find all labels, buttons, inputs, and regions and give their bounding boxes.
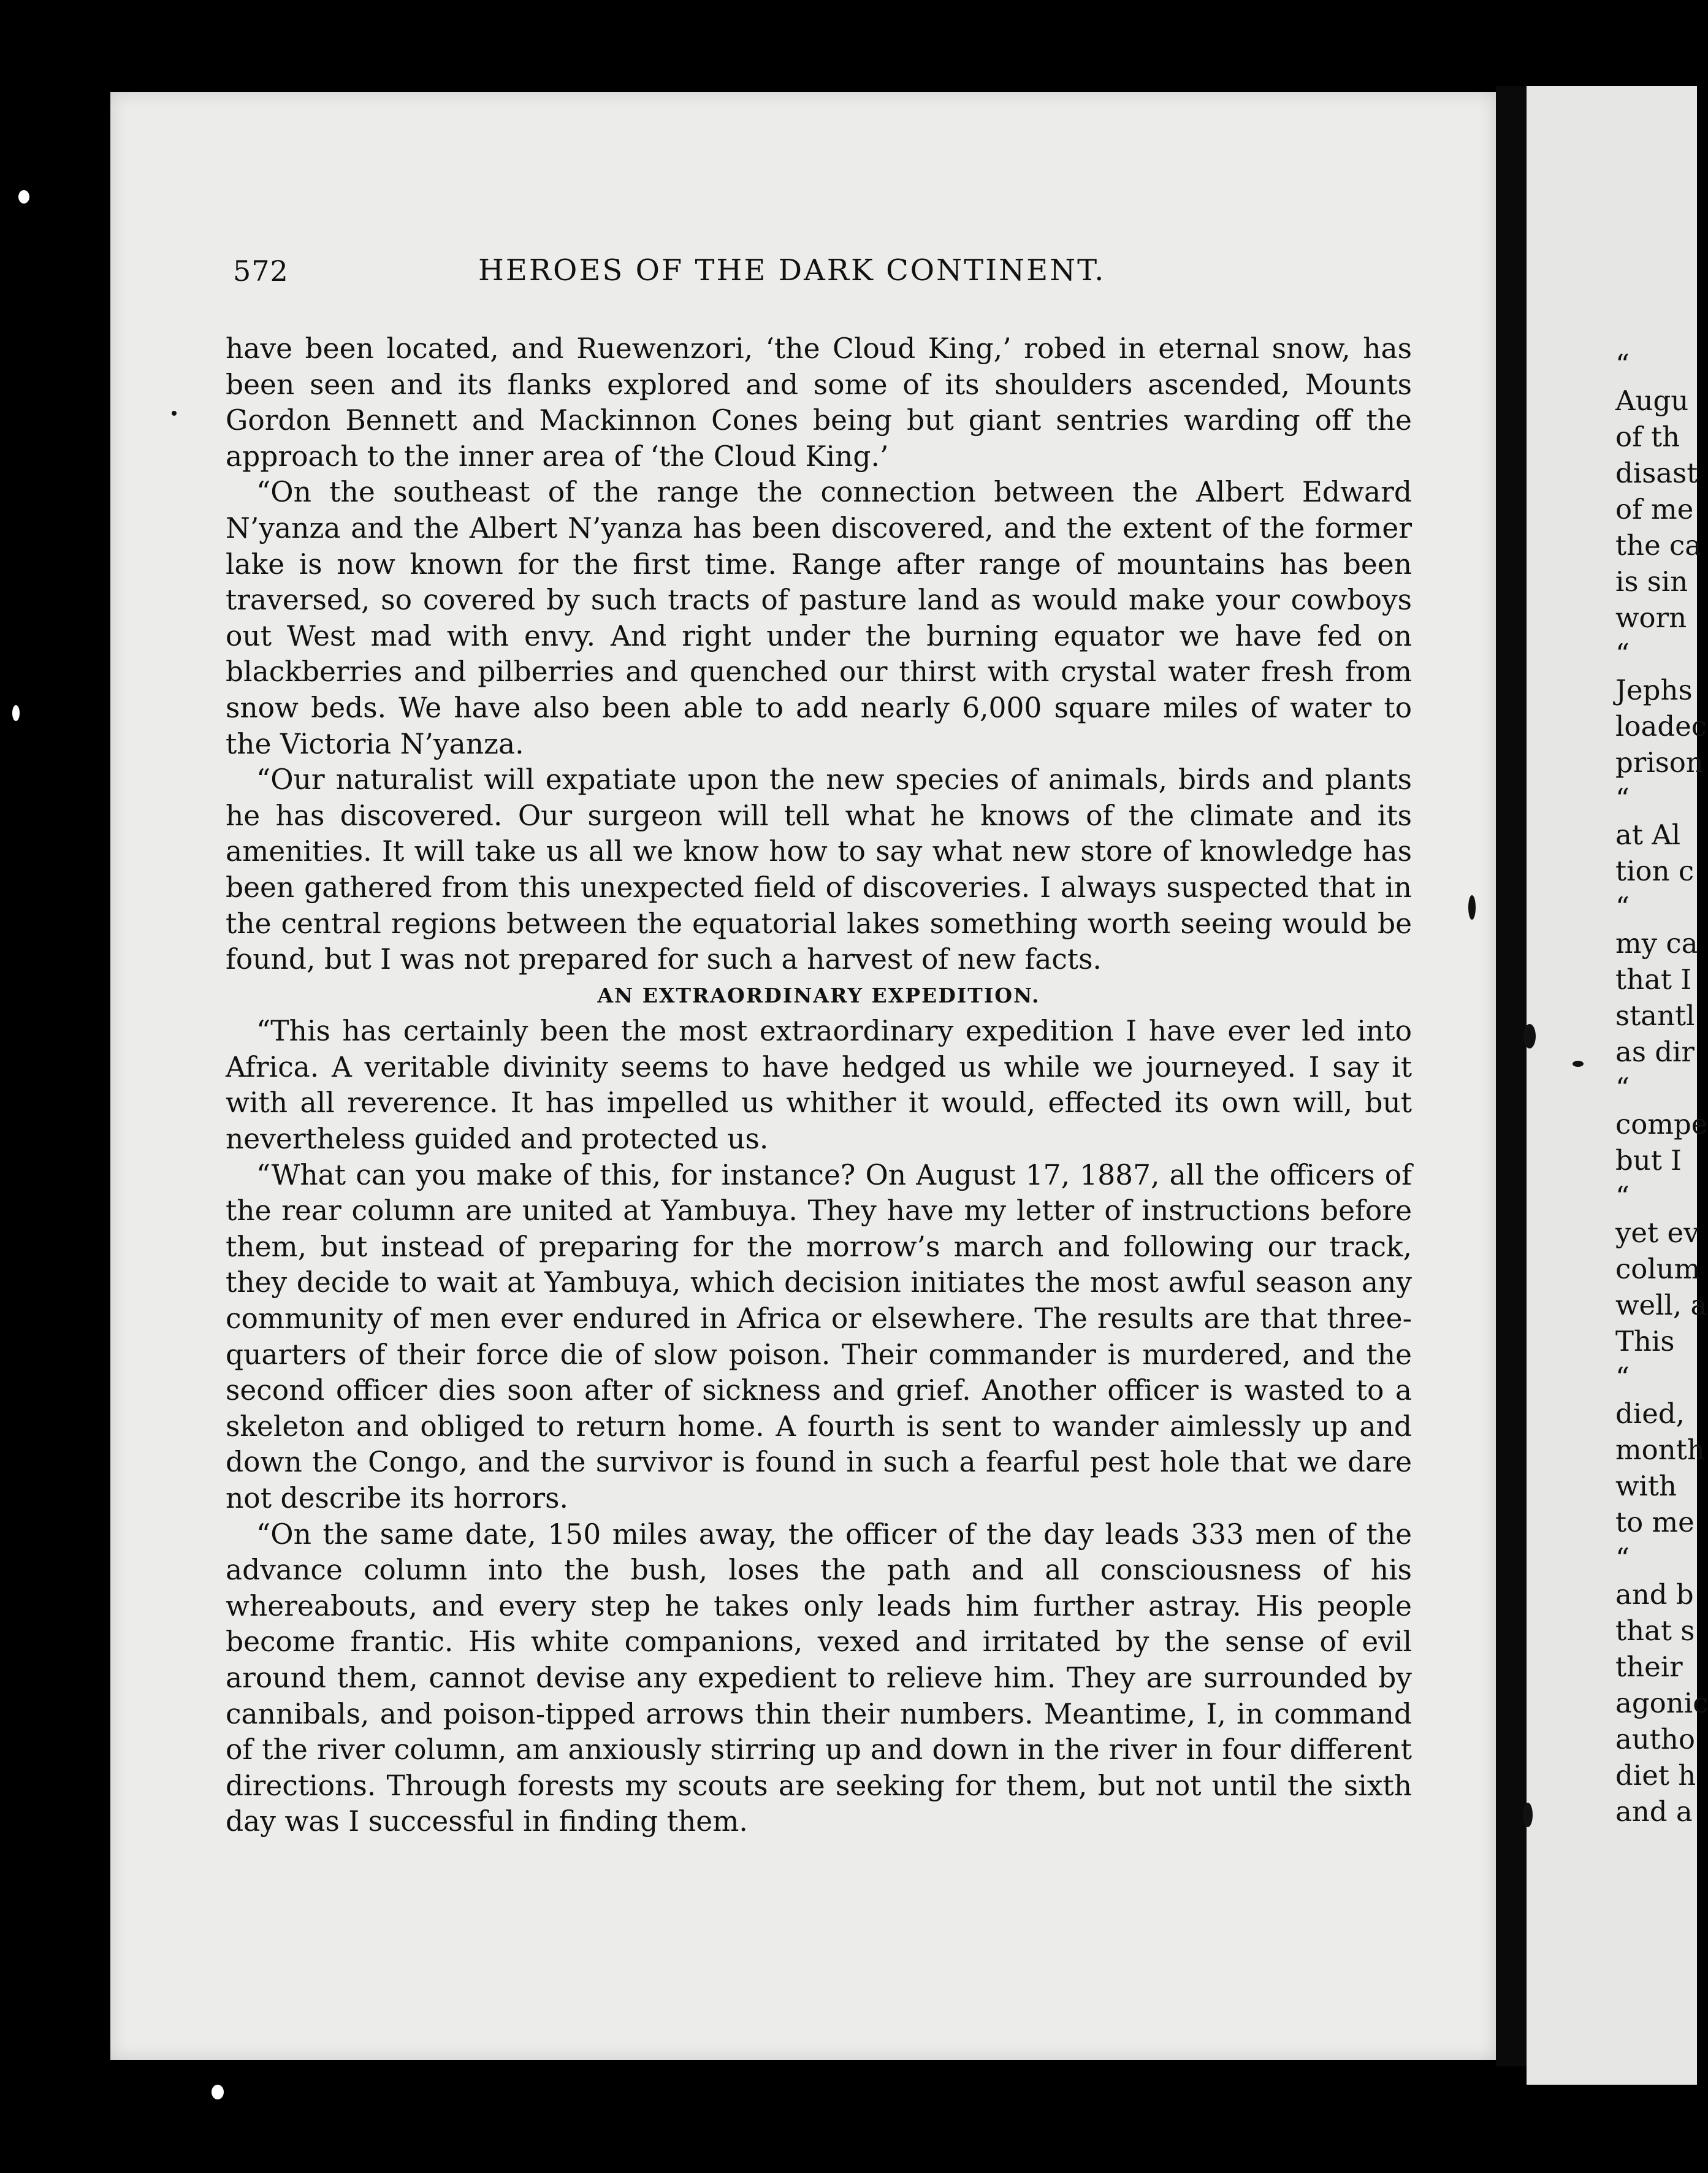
facing-line: the ca xyxy=(1615,529,1702,562)
facing-page-text xyxy=(1615,346,1708,1830)
scan-speck xyxy=(18,190,29,204)
scan-speck xyxy=(1523,1803,1533,1827)
facing-line: worn xyxy=(1615,601,1687,634)
facing-line: stantl xyxy=(1615,999,1695,1032)
scan-speck xyxy=(1523,1024,1536,1048)
paragraph-6: “On the same date, 150 miles away, the officer of the day leads 333 men of the advance column into the bush, loses the path and all consciousness of his whereabouts, and every step he takes only leads him further astray. His people become frantic. His white companions, vexed and irritated by the sense of evil around them, cannot devise any expedient to relieve him. They are surrounded by cannibals, and poison-tipped arrows thin their numbers. Meantime, I, in command of the river column, am anxiously stirring up and down in the river in four different directions. Through forests my scouts are seeking for them, but not until the sixth day was I successful in finding them. xyxy=(226,1518,1412,1838)
facing-line: autho xyxy=(1615,1723,1695,1755)
facing-line: my ca xyxy=(1615,927,1698,960)
facing-line: “ xyxy=(1615,1072,1630,1104)
paragraph-1: have been located, and Ruewenzori, ‘the Cloud King,’ robed in eternal snow, has been seen and its flanks explored and some of its shoulders ascended, Mounts Gordon Bennett and Mackinnon Cones being but giant sentries warding off the approach to the inner area of ‘the Cloud King.’ xyxy=(226,332,1412,473)
paragraph-2: “On the southeast of the range the connection between the Albert Edward N’yanza and the Albert N’yanza has been discovered, and the extent of the former lake is now known for the first time. Range after range of mountains has been traversed, so covered by such tracts of pasture land as would make your cowboys out West mad with envy. And right under the burning equator we have fed on blackberries and pilberries and quenched our thirst with crystal water fresh from snow beds. We have also been able to add nearly 6,000 square miles of water to the Victoria N’yanza. xyxy=(226,476,1412,760)
facing-line: tion c xyxy=(1615,855,1695,887)
facing-line: and a xyxy=(1615,1795,1693,1828)
section-heading: AN EXTRAORDINARY EXPEDITION. xyxy=(597,983,1040,1007)
facing-line: “ xyxy=(1615,891,1630,923)
facing-line: “ xyxy=(1615,1361,1630,1394)
facing-line: and b xyxy=(1615,1578,1694,1611)
scan-speck xyxy=(212,2085,224,2099)
facing-line: that s xyxy=(1615,1614,1695,1647)
facing-line: yet ev xyxy=(1615,1216,1699,1249)
facing-line: prison xyxy=(1615,746,1704,779)
facing-line: but I xyxy=(1615,1144,1682,1177)
facing-line: with xyxy=(1615,1470,1677,1502)
book-gutter xyxy=(1496,86,1527,2066)
scan-speck xyxy=(1468,895,1476,920)
facing-line: This xyxy=(1615,1325,1675,1358)
paragraph-5: “What can you make of this, for instance? On August 17, 1887, all the officers of the rear column are united at Yambuya. They have my letter of instructions before them, but instead of preparing for the morrow’s march and following our track, they decide to wait at Yambuya, which decision initiates the most awful season any community of men ever endured in Africa or elsewhere. The results are that three-quarters of their force die of slow poison. Their commander is murdered, and the second officer dies soon after of sickness and grief. Another officer is wasted to a skeleton and obliged to return home. A fourth is sent to wander aimlessly up and down the Congo, and the survivor is found in such a fearful pest hole that we dare not describe its horrors. xyxy=(226,1158,1412,1514)
facing-line: Jephs xyxy=(1615,674,1693,706)
scan-speck xyxy=(12,705,20,721)
page-header xyxy=(233,248,1484,310)
facing-line: “ xyxy=(1615,348,1630,381)
facing-line: to me xyxy=(1615,1506,1695,1538)
facing-line: colum xyxy=(1615,1253,1701,1285)
facing-line: well, a xyxy=(1615,1289,1707,1321)
facing-line: Augu xyxy=(1615,384,1689,417)
running-title: HEROES OF THE DARK CONTINENT. xyxy=(478,253,1106,288)
facing-line: “ xyxy=(1615,638,1630,670)
facing-line: of th xyxy=(1615,421,1680,453)
facing-line: their xyxy=(1615,1651,1683,1683)
facing-line: “ xyxy=(1615,782,1630,815)
facing-line: “ xyxy=(1615,1180,1630,1213)
facing-line: agonic xyxy=(1615,1687,1708,1719)
paragraph-3: “Our naturalist will expatiate upon the new species of animals, birds and plants he has discovered. Our surgeon will tell what he knows of the climate and its amenities. It will take us all we know how to say what new store of knowledge has been gathered from this unexpected field of discoveries. I always suspected that in the central regions between the equatorial lakes something worth seeing would be found, but I was not prepared for such a harvest of new facts. xyxy=(226,763,1412,976)
facing-line: disast xyxy=(1615,457,1698,489)
paragraph-4: “This has certainly been the most extraordinary expedition I have ever led into Africa. A veritable divinity seems to have hedged us while we journeyed. I say it with all reverence. It has impelled us whither it would, effected its own will, but nevertheless guided and protected us. xyxy=(226,1015,1412,1156)
page-number: 572 xyxy=(233,254,289,288)
facing-line: loadec xyxy=(1615,710,1707,743)
facing-line: is sin xyxy=(1615,565,1688,598)
page-body xyxy=(226,331,1412,1840)
facing-line: compe xyxy=(1615,1108,1708,1140)
facing-line: diet h xyxy=(1615,1759,1696,1792)
facing-line: that I xyxy=(1615,963,1692,996)
scan-speck xyxy=(172,411,177,416)
facing-line: as dir xyxy=(1615,1036,1695,1068)
facing-line: died, xyxy=(1615,1397,1685,1430)
facing-line: month xyxy=(1615,1434,1705,1466)
facing-line: “ xyxy=(1615,1542,1630,1575)
facing-line: at Al xyxy=(1615,819,1681,851)
scan-speck xyxy=(1573,1061,1584,1067)
facing-line: of me xyxy=(1615,493,1694,525)
